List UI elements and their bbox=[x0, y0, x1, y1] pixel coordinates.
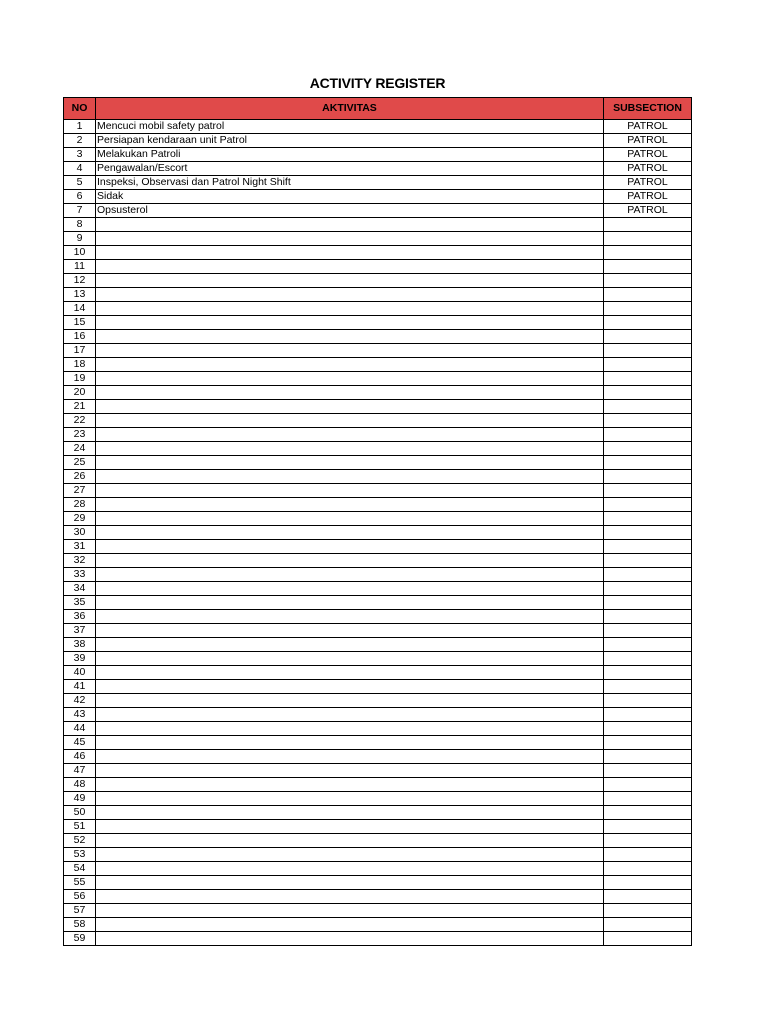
row-number-cell: 20 bbox=[64, 386, 96, 400]
row-number-cell: 42 bbox=[64, 694, 96, 708]
table-row bbox=[64, 218, 692, 232]
table-row bbox=[64, 624, 692, 638]
row-number-cell: 54 bbox=[64, 862, 96, 876]
subsection-cell bbox=[604, 372, 692, 386]
subsection-cell bbox=[604, 806, 692, 820]
aktivitas-cell bbox=[96, 386, 604, 400]
row-number-cell: 14 bbox=[64, 302, 96, 316]
subsection-cell bbox=[604, 680, 692, 694]
subsection-cell: PATROL bbox=[604, 176, 692, 190]
row-number-cell: 16 bbox=[64, 330, 96, 344]
subsection-cell bbox=[604, 722, 692, 736]
subsection-cell bbox=[604, 750, 692, 764]
aktivitas-cell: Inspeksi, Observasi dan Patrol Night Shift bbox=[96, 176, 604, 190]
row-number-cell: 53 bbox=[64, 848, 96, 862]
aktivitas-cell bbox=[96, 666, 604, 680]
table-row bbox=[64, 148, 692, 162]
row-number-cell: 36 bbox=[64, 610, 96, 624]
aktivitas-cell bbox=[96, 736, 604, 750]
aktivitas-cell bbox=[96, 554, 604, 568]
table-row bbox=[64, 302, 692, 316]
table-row bbox=[64, 736, 692, 750]
subsection-cell bbox=[604, 638, 692, 652]
aktivitas-cell bbox=[96, 694, 604, 708]
table-row bbox=[64, 596, 692, 610]
table-row bbox=[64, 666, 692, 680]
aktivitas-cell bbox=[96, 680, 604, 694]
subsection-cell bbox=[604, 330, 692, 344]
aktivitas-cell bbox=[96, 484, 604, 498]
subsection-cell bbox=[604, 260, 692, 274]
subsection-cell bbox=[604, 848, 692, 862]
subsection-cell bbox=[604, 512, 692, 526]
aktivitas-cell bbox=[96, 232, 604, 246]
subsection-cell bbox=[604, 302, 692, 316]
aktivitas-cell bbox=[96, 456, 604, 470]
table-row bbox=[64, 428, 692, 442]
aktivitas-cell bbox=[96, 358, 604, 372]
table-row bbox=[64, 526, 692, 540]
aktivitas-cell bbox=[96, 610, 604, 624]
subsection-cell bbox=[604, 624, 692, 638]
header-subsection: SUBSECTION bbox=[604, 98, 692, 120]
aktivitas-cell bbox=[96, 652, 604, 666]
table-row bbox=[64, 918, 692, 932]
row-number-cell: 37 bbox=[64, 624, 96, 638]
aktivitas-cell bbox=[96, 596, 604, 610]
row-number-cell: 28 bbox=[64, 498, 96, 512]
subsection-cell bbox=[604, 540, 692, 554]
row-number-cell: 48 bbox=[64, 778, 96, 792]
aktivitas-cell bbox=[96, 876, 604, 890]
row-number-cell: 7 bbox=[64, 204, 96, 218]
aktivitas-cell: Mencuci mobil safety patrol bbox=[96, 120, 604, 134]
subsection-cell bbox=[604, 596, 692, 610]
table-row bbox=[64, 484, 692, 498]
row-number-cell: 13 bbox=[64, 288, 96, 302]
subsection-cell bbox=[604, 610, 692, 624]
subsection-cell bbox=[604, 764, 692, 778]
subsection-cell: PATROL bbox=[604, 162, 692, 176]
subsection-cell bbox=[604, 820, 692, 834]
table-row bbox=[64, 470, 692, 484]
subsection-cell bbox=[604, 932, 692, 946]
table-row bbox=[64, 190, 692, 204]
subsection-cell bbox=[604, 428, 692, 442]
table-row bbox=[64, 120, 692, 134]
aktivitas-cell bbox=[96, 708, 604, 722]
table-row bbox=[64, 456, 692, 470]
row-number-cell: 17 bbox=[64, 344, 96, 358]
table-row bbox=[64, 568, 692, 582]
row-number-cell: 58 bbox=[64, 918, 96, 932]
row-number-cell: 29 bbox=[64, 512, 96, 526]
row-number-cell: 41 bbox=[64, 680, 96, 694]
aktivitas-cell bbox=[96, 820, 604, 834]
table-row bbox=[64, 862, 692, 876]
aktivitas-cell bbox=[96, 274, 604, 288]
table-row bbox=[64, 652, 692, 666]
subsection-cell bbox=[604, 288, 692, 302]
table-row bbox=[64, 386, 692, 400]
table-row bbox=[64, 260, 692, 274]
subsection-cell bbox=[604, 876, 692, 890]
subsection-cell bbox=[604, 834, 692, 848]
row-number-cell: 15 bbox=[64, 316, 96, 330]
subsection-cell: PATROL bbox=[604, 204, 692, 218]
aktivitas-cell bbox=[96, 414, 604, 428]
document-title: ACTIVITY REGISTER bbox=[309, 75, 446, 91]
row-number-cell: 51 bbox=[64, 820, 96, 834]
aktivitas-cell bbox=[96, 470, 604, 484]
table-row bbox=[64, 806, 692, 820]
subsection-cell bbox=[604, 442, 692, 456]
aktivitas-cell bbox=[96, 442, 604, 456]
subsection-cell bbox=[604, 778, 692, 792]
table-row bbox=[64, 792, 692, 806]
aktivitas-cell bbox=[96, 862, 604, 876]
table-row bbox=[64, 162, 692, 176]
subsection-cell bbox=[604, 484, 692, 498]
row-number-cell: 23 bbox=[64, 428, 96, 442]
table-row bbox=[64, 904, 692, 918]
table-row bbox=[64, 414, 692, 428]
row-number-cell: 57 bbox=[64, 904, 96, 918]
subsection-cell bbox=[604, 344, 692, 358]
subsection-cell bbox=[604, 890, 692, 904]
aktivitas-cell bbox=[96, 582, 604, 596]
aktivitas-cell bbox=[96, 764, 604, 778]
aktivitas-cell: Pengawalan/Escort bbox=[96, 162, 604, 176]
table-row bbox=[64, 708, 692, 722]
row-number-cell: 35 bbox=[64, 596, 96, 610]
table-row bbox=[64, 344, 692, 358]
subsection-cell bbox=[604, 582, 692, 596]
table-row bbox=[64, 176, 692, 190]
row-number-cell: 56 bbox=[64, 890, 96, 904]
row-number-cell: 27 bbox=[64, 484, 96, 498]
subsection-cell: PATROL bbox=[604, 134, 692, 148]
table-row bbox=[64, 610, 692, 624]
subsection-cell bbox=[604, 456, 692, 470]
row-number-cell: 38 bbox=[64, 638, 96, 652]
subsection-cell bbox=[604, 736, 692, 750]
row-number-cell: 19 bbox=[64, 372, 96, 386]
subsection-cell bbox=[604, 666, 692, 680]
row-number-cell: 44 bbox=[64, 722, 96, 736]
aktivitas-cell bbox=[96, 400, 604, 414]
subsection-cell bbox=[604, 652, 692, 666]
row-number-cell: 12 bbox=[64, 274, 96, 288]
table-row bbox=[64, 932, 692, 946]
row-number-cell: 30 bbox=[64, 526, 96, 540]
row-number-cell: 34 bbox=[64, 582, 96, 596]
table-row bbox=[64, 540, 692, 554]
row-number-cell: 40 bbox=[64, 666, 96, 680]
aktivitas-cell bbox=[96, 246, 604, 260]
table-row bbox=[64, 400, 692, 414]
row-number-cell: 46 bbox=[64, 750, 96, 764]
subsection-cell bbox=[604, 904, 692, 918]
row-number-cell: 33 bbox=[64, 568, 96, 582]
row-number-cell: 47 bbox=[64, 764, 96, 778]
aktivitas-cell bbox=[96, 904, 604, 918]
aktivitas-cell bbox=[96, 834, 604, 848]
aktivitas-cell bbox=[96, 624, 604, 638]
header-no: NO bbox=[64, 98, 96, 120]
aktivitas-cell bbox=[96, 330, 604, 344]
row-number-cell: 25 bbox=[64, 456, 96, 470]
table-row bbox=[64, 890, 692, 904]
subsection-cell bbox=[604, 218, 692, 232]
row-number-cell: 49 bbox=[64, 792, 96, 806]
table-row bbox=[64, 778, 692, 792]
row-number-cell: 39 bbox=[64, 652, 96, 666]
subsection-cell bbox=[604, 694, 692, 708]
table-row bbox=[64, 372, 692, 386]
row-number-cell: 31 bbox=[64, 540, 96, 554]
aktivitas-cell bbox=[96, 722, 604, 736]
aktivitas-cell bbox=[96, 428, 604, 442]
aktivitas-cell bbox=[96, 316, 604, 330]
table-row bbox=[64, 288, 692, 302]
subsection-cell bbox=[604, 470, 692, 484]
row-number-cell: 5 bbox=[64, 176, 96, 190]
row-number-cell: 1 bbox=[64, 120, 96, 134]
subsection-cell: PATROL bbox=[604, 120, 692, 134]
table-row bbox=[64, 680, 692, 694]
subsection-cell bbox=[604, 568, 692, 582]
row-number-cell: 9 bbox=[64, 232, 96, 246]
subsection-cell: PATROL bbox=[604, 190, 692, 204]
table-row bbox=[64, 722, 692, 736]
table-row bbox=[64, 554, 692, 568]
table-row bbox=[64, 316, 692, 330]
aktivitas-cell bbox=[96, 512, 604, 526]
table-row bbox=[64, 274, 692, 288]
aktivitas-cell: Melakukan Patroli bbox=[96, 148, 604, 162]
row-number-cell: 55 bbox=[64, 876, 96, 890]
row-number-cell: 8 bbox=[64, 218, 96, 232]
table-row bbox=[64, 442, 692, 456]
table-row bbox=[64, 848, 692, 862]
subsection-cell: PATROL bbox=[604, 148, 692, 162]
row-number-cell: 50 bbox=[64, 806, 96, 820]
subsection-cell bbox=[604, 316, 692, 330]
aktivitas-cell bbox=[96, 344, 604, 358]
table-row bbox=[64, 750, 692, 764]
aktivitas-cell bbox=[96, 890, 604, 904]
subsection-cell bbox=[604, 232, 692, 246]
subsection-cell bbox=[604, 918, 692, 932]
table-row bbox=[64, 330, 692, 344]
table-row bbox=[64, 204, 692, 218]
aktivitas-cell bbox=[96, 918, 604, 932]
subsection-cell bbox=[604, 274, 692, 288]
aktivitas-cell bbox=[96, 778, 604, 792]
aktivitas-cell bbox=[96, 288, 604, 302]
aktivitas-cell bbox=[96, 806, 604, 820]
aktivitas-cell bbox=[96, 568, 604, 582]
row-number-cell: 18 bbox=[64, 358, 96, 372]
aktivitas-cell bbox=[96, 260, 604, 274]
aktivitas-cell: Opsusterol bbox=[96, 204, 604, 218]
aktivitas-cell bbox=[96, 302, 604, 316]
table-row bbox=[64, 246, 692, 260]
table-row bbox=[64, 582, 692, 596]
subsection-cell bbox=[604, 862, 692, 876]
aktivitas-cell bbox=[96, 498, 604, 512]
aktivitas-cell bbox=[96, 540, 604, 554]
header-aktivitas: AKTIVITAS bbox=[96, 98, 604, 120]
table-row bbox=[64, 358, 692, 372]
aktivitas-cell bbox=[96, 750, 604, 764]
table-row bbox=[64, 820, 692, 834]
subsection-cell bbox=[604, 708, 692, 722]
row-number-cell: 43 bbox=[64, 708, 96, 722]
table-row bbox=[64, 232, 692, 246]
table-row bbox=[64, 638, 692, 652]
table-row bbox=[64, 134, 692, 148]
table-header-row bbox=[64, 98, 692, 120]
row-number-cell: 52 bbox=[64, 834, 96, 848]
row-number-cell: 22 bbox=[64, 414, 96, 428]
row-number-cell: 59 bbox=[64, 932, 96, 946]
table-row bbox=[64, 834, 692, 848]
aktivitas-cell bbox=[96, 792, 604, 806]
row-number-cell: 26 bbox=[64, 470, 96, 484]
row-number-cell: 3 bbox=[64, 148, 96, 162]
subsection-cell bbox=[604, 792, 692, 806]
subsection-cell bbox=[604, 498, 692, 512]
aktivitas-cell bbox=[96, 372, 604, 386]
table-row bbox=[64, 498, 692, 512]
subsection-cell bbox=[604, 358, 692, 372]
subsection-cell bbox=[604, 526, 692, 540]
aktivitas-cell bbox=[96, 526, 604, 540]
row-number-cell: 21 bbox=[64, 400, 96, 414]
table-body bbox=[64, 120, 692, 946]
row-number-cell: 2 bbox=[64, 134, 96, 148]
row-number-cell: 4 bbox=[64, 162, 96, 176]
subsection-cell bbox=[604, 386, 692, 400]
aktivitas-cell bbox=[96, 932, 604, 946]
row-number-cell: 10 bbox=[64, 246, 96, 260]
subsection-cell bbox=[604, 554, 692, 568]
row-number-cell: 32 bbox=[64, 554, 96, 568]
table-row bbox=[64, 876, 692, 890]
aktivitas-cell bbox=[96, 638, 604, 652]
row-number-cell: 45 bbox=[64, 736, 96, 750]
subsection-cell bbox=[604, 246, 692, 260]
row-number-cell: 6 bbox=[64, 190, 96, 204]
subsection-cell bbox=[604, 414, 692, 428]
subsection-cell bbox=[604, 400, 692, 414]
aktivitas-cell: Sidak bbox=[96, 190, 604, 204]
aktivitas-cell bbox=[96, 848, 604, 862]
row-number-cell: 24 bbox=[64, 442, 96, 456]
activity-register-table bbox=[63, 97, 692, 946]
table-row bbox=[64, 694, 692, 708]
table-row bbox=[64, 764, 692, 778]
aktivitas-cell: Persiapan kendaraan unit Patrol bbox=[96, 134, 604, 148]
table-row bbox=[64, 512, 692, 526]
aktivitas-cell bbox=[96, 218, 604, 232]
row-number-cell: 11 bbox=[64, 260, 96, 274]
